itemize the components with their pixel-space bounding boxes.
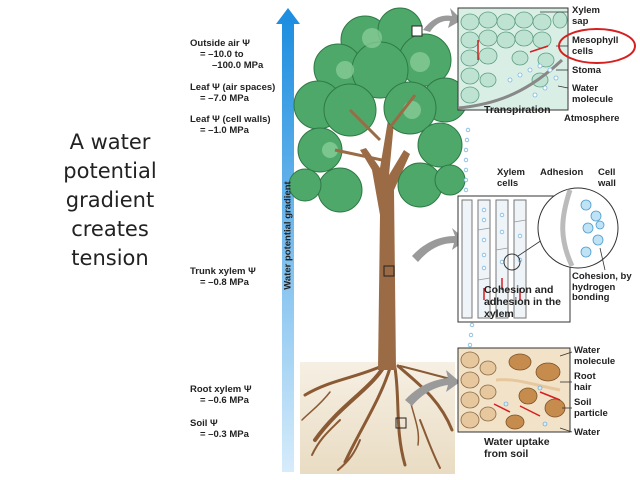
- cohesion-zoom-circle: [538, 188, 618, 268]
- potential-trunk-xylem: [190, 266, 256, 288]
- label-atmosphere: Atmosphere: [564, 113, 620, 124]
- label-water-molecule-root: Water molecule: [574, 345, 616, 367]
- potential-value: = –0.8 MPa: [200, 277, 249, 288]
- label-xylem-sap: Xylem sap: [572, 5, 600, 27]
- leaf-zoom-marker: [412, 26, 422, 36]
- potential-name: Leaf Ψ (cell walls): [190, 114, 271, 125]
- label-cohesion-adhesion: Cohesion and adhesion in the xylem: [484, 284, 562, 320]
- potential-value: = –0.3 MPa: [200, 429, 249, 440]
- potential-name: Trunk xylem Ψ: [190, 266, 256, 277]
- label-cohesion-bonding: Cohesion, by hydrogen bonding: [572, 271, 632, 303]
- potential-value: = –0.6 MPa: [200, 395, 249, 406]
- label-stoma: Stoma: [572, 65, 602, 76]
- label-transpiration: Transpiration: [484, 104, 551, 116]
- potential-root-xylem: [190, 384, 252, 406]
- label-xylem-cells: Xylem cells: [497, 167, 525, 189]
- potential-value: = –7.0 MPa: [200, 93, 249, 104]
- label-mesophyll-cells: Mesophyll cells: [572, 35, 619, 57]
- label-cell-wall: Cell wall: [598, 167, 616, 189]
- label-adhesion: Adhesion: [540, 167, 584, 178]
- potential-soil: [190, 418, 249, 440]
- label-root-hair: Root hair: [574, 371, 596, 393]
- potential-name: Root xylem Ψ: [190, 384, 252, 395]
- potential-value-2: –100.0 MPa: [212, 60, 264, 71]
- label-water-molecule-leaf: Water molecule: [572, 83, 614, 105]
- potential-value: = –10.0 to: [200, 49, 244, 60]
- potential-name: Soil Ψ: [190, 418, 218, 429]
- gradient-label: Water potential gradient: [282, 181, 294, 290]
- potential-leaf-air: [190, 82, 275, 104]
- label-soil-particle: Soil particle: [574, 397, 608, 419]
- potential-outside-air: [190, 38, 263, 71]
- potential-name: Outside air Ψ: [190, 38, 250, 49]
- label-water: Water: [574, 427, 601, 438]
- potential-leaf-walls: [190, 114, 271, 136]
- slide-title: A water potential gradient creates tension: [63, 130, 157, 270]
- potential-name: Leaf Ψ (air spaces): [190, 82, 276, 93]
- root-panel: [458, 348, 572, 432]
- soil-area: [300, 362, 455, 474]
- label-water-uptake: Water uptake from soil: [484, 436, 550, 460]
- potential-value: = –1.0 MPa: [200, 125, 249, 136]
